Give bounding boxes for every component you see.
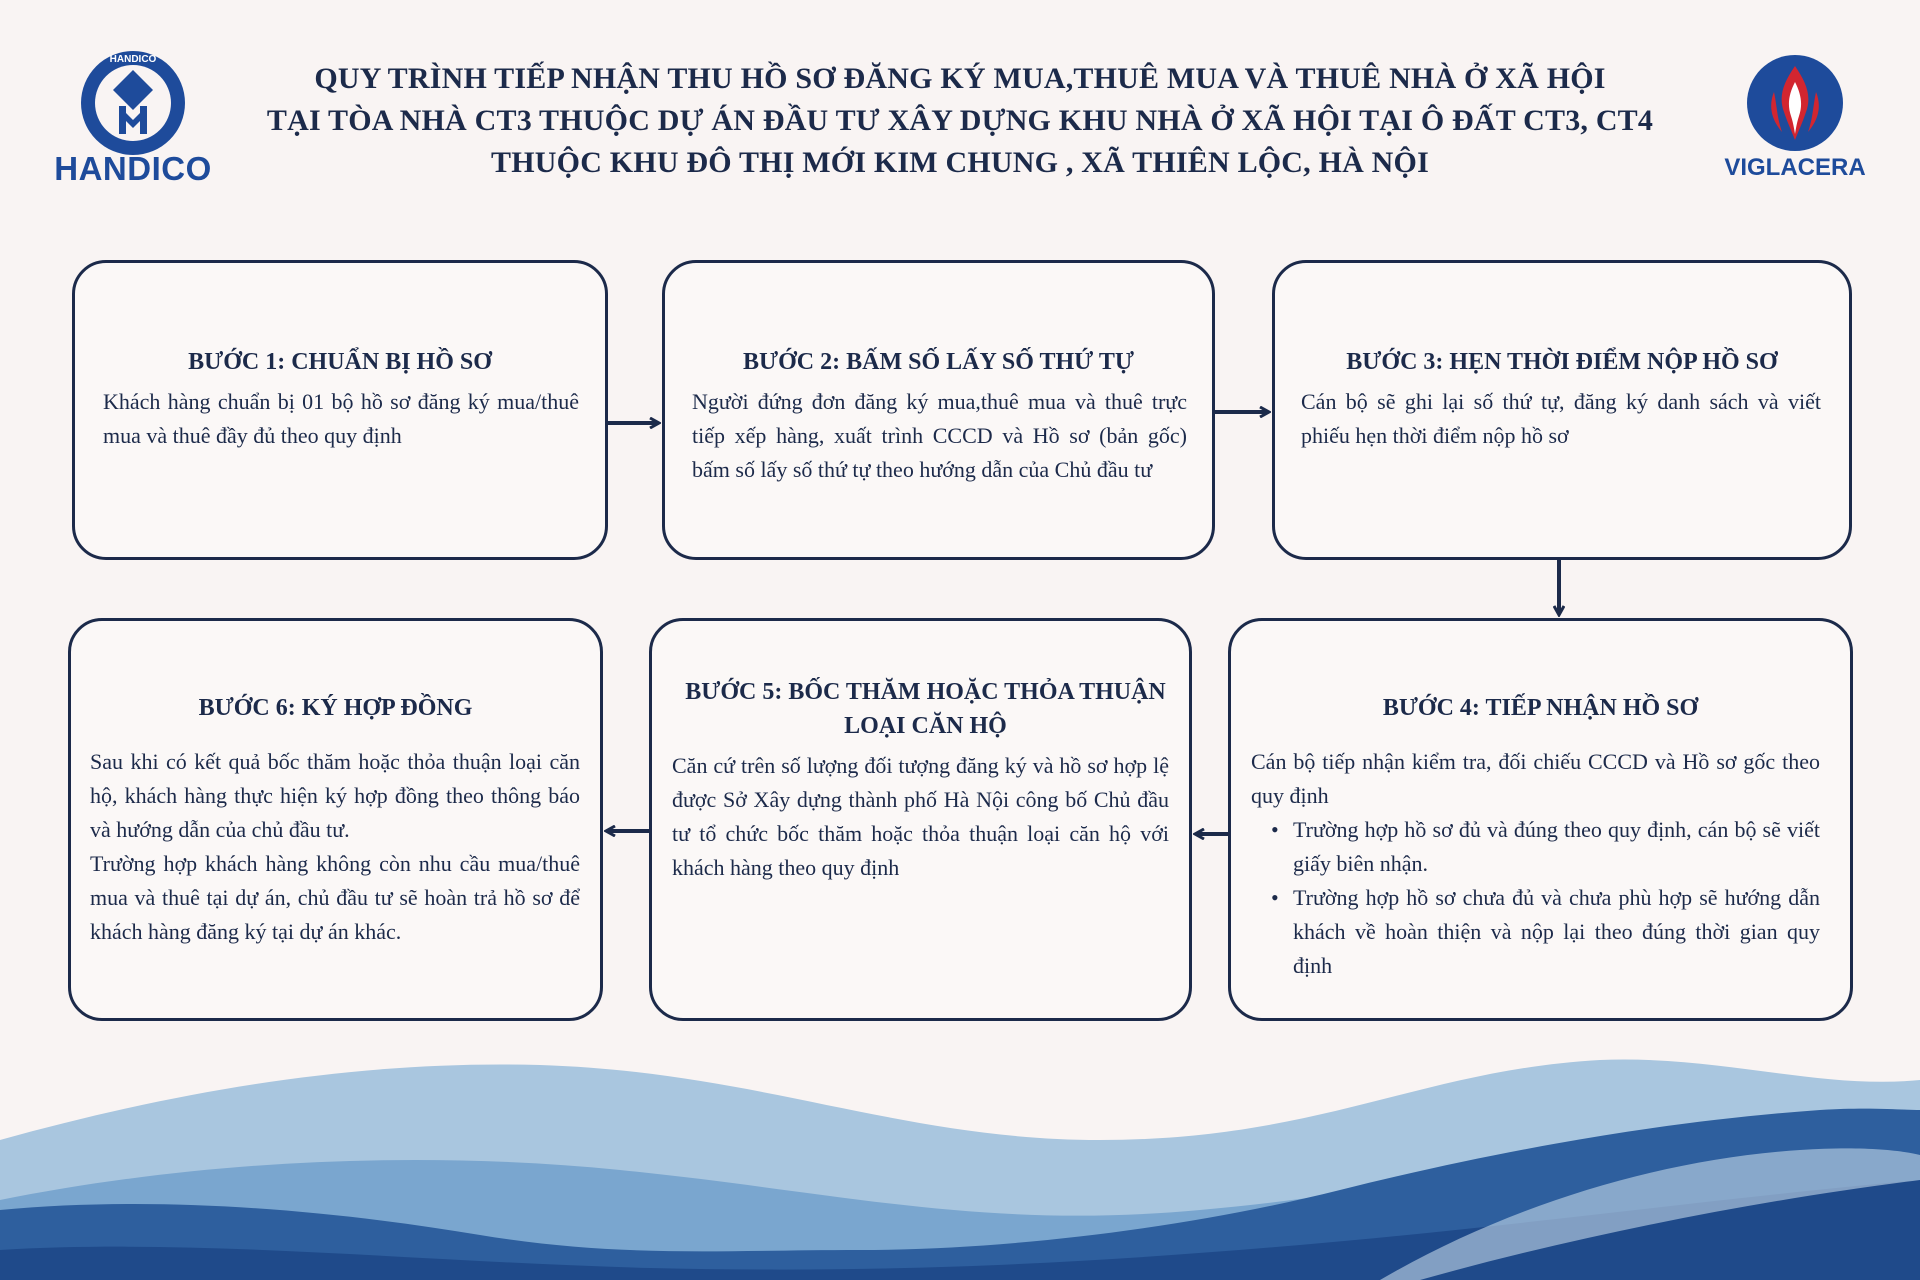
step-2-body: Người đứng đơn đăng ký mua,thuê mua và thuê trực tiếp xếp hàng, xuất trình CCCD và Hồ sơ (bản gốc) bấm số lấy số thứ tự theo hướng dẫn của Chủ đầu tư — [692, 389, 1187, 482]
step-1-box — [72, 260, 608, 560]
step-4-bullet-list — [1251, 813, 1820, 983]
title-line-3: THUỘC KHU ĐÔ THỊ MỚI KIM CHUNG , XÃ THIÊN LỘC, HÀ NỘI — [491, 146, 1429, 179]
step-2-box — [662, 260, 1215, 560]
step-1-title: BƯỚC 1: CHUẨN BỊ HỒ SƠ — [188, 349, 492, 375]
step-6-title: BƯỚC 6: KÝ HỢP ĐỒNG — [198, 695, 473, 721]
step-4-intro: Cán bộ tiếp nhận kiểm tra, đối chiếu CCCD và Hồ sơ gốc theo quy định — [1251, 749, 1820, 808]
step-2-title: BƯỚC 2: BẤM SỐ LẤY SỐ THỨ TỰ — [743, 349, 1134, 375]
step-6-box — [68, 618, 603, 1021]
step-4-body — [1251, 745, 1820, 983]
step-3-box — [1272, 260, 1852, 560]
page-title — [230, 58, 1690, 184]
step-5-title — [662, 675, 1189, 743]
step-5-body: Căn cứ trên số lượng đối tượng đăng ký và hồ sơ hợp lệ được Sở Xây dựng thành phố Hà Nội công bố Chủ đầu tư tổ chức bốc thăm hoặc thỏa thuận loại căn hộ với khách hàng theo quy định — [672, 753, 1169, 880]
step-4-title: BƯỚC 4: TIẾP NHẬN HỒ SƠ — [1382, 695, 1699, 721]
step-4-box — [1228, 618, 1853, 1021]
step-6-paragraph-2: Trường hợp khách hàng không còn nhu cầu mua/thuê mua và thuê tại dự án, chủ đầu tư sẽ hoàn trả hồ sơ để khách hàng đăng ký tại dự án khác. — [90, 851, 580, 944]
handico-ring-text: HANDICO — [109, 54, 157, 65]
step-5-box — [649, 618, 1192, 1021]
step-4-bullet-1: • Trường hợp hồ sơ đủ và đúng theo quy định, cán bộ sẽ viết giấy biên nhận. — [1251, 813, 1820, 881]
viglacera-flame-icon — [1744, 52, 1846, 154]
step-6-body — [90, 745, 580, 949]
step-4-bullet-2: • Trường hợp hồ sơ chưa đủ và chưa phù hợp sẽ hướng dẫn khách về hoàn thiện và nộp lại theo đúng thời gian quy định — [1251, 881, 1820, 983]
viglacera-wordmark: VIGLACERA — [1724, 154, 1866, 181]
title-line-2: TẠI TÒA NHÀ CT3 THUỘC DỰ ÁN ĐẦU TƯ XÂY DỰNG KHU NHÀ Ở XÃ HỘI TẠI Ô ĐẤT CT3, CT4 — [266, 104, 1654, 137]
step-3-title: BƯỚC 3: HẸN THỜI ĐIỂM NỘP HỒ SƠ — [1346, 349, 1778, 375]
step-6-paragraph-1: Sau khi có kết quả bốc thăm hoặc thỏa thuận loại căn hộ, khách hàng thực hiện ký hợp đồng theo thông báo và hướng dẫn của chủ đầu tư. — [90, 749, 580, 842]
handico-logo — [48, 48, 218, 198]
step-1-body: Khách hàng chuẩn bị 01 bộ hồ sơ đăng ký mua/thuê mua và thuê đầy đủ theo quy định — [103, 389, 579, 448]
title-line-1: QUY TRÌNH TIẾP NHẬN THU HỒ SƠ ĐĂNG KÝ MUA,THUÊ MUA VÀ THUÊ NHÀ Ở XÃ HỘI — [314, 62, 1606, 95]
step-5-title-line-2: LOẠI CĂN HỘ — [844, 713, 1007, 739]
handico-emblem-icon — [75, 48, 191, 158]
step-3-body: Cán bộ sẽ ghi lại số thứ tự, đăng ký danh sách và viết phiếu hẹn thời điểm nộp hồ sơ — [1301, 389, 1821, 448]
viglacera-logo — [1720, 48, 1870, 198]
handico-wordmark: HANDICO — [54, 150, 212, 187]
step-5-title-line-1: BƯỚC 5: BỐC THĂM HOẶC THỎA THUẬN — [685, 679, 1166, 705]
